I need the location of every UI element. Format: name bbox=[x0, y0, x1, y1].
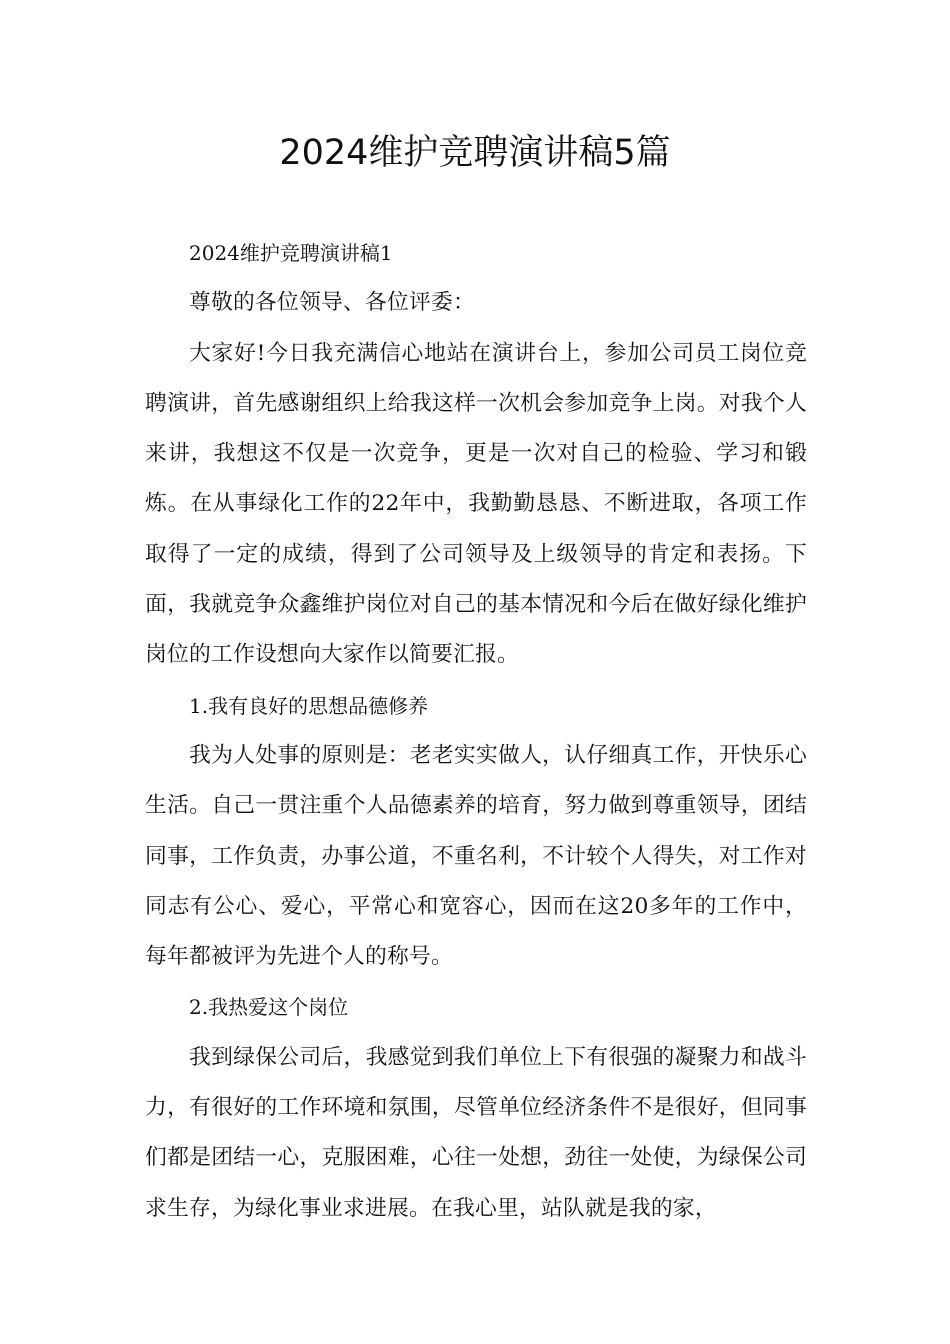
point1-heading: 1.我有良好的思想品德修养 bbox=[189, 693, 429, 718]
document-body bbox=[145, 228, 807, 1234]
section-title: 2024维护竞聘演讲稿1 bbox=[189, 241, 393, 265]
document-title: 2024维护竞聘演讲稿5篇 bbox=[279, 133, 671, 173]
point1-paragraph: 我为人处事的原则是：老老实实做人，认仔细真工作，开快乐心生活。自己一贯注重个人品德素养的培育，努力做到尊重领导，团结同事，工作负责，办事公道，不重名利，不计较个人得失，对工作对同志有公心、爱心，平常心和宽容心，因而在这20多年的工作中，每年都被评为先进个人的称号。 bbox=[145, 742, 807, 970]
salutation: 尊敬的各位领导、各位评委： bbox=[189, 290, 475, 316]
point2-heading: 2.我热爱这个岗位 bbox=[189, 995, 349, 1020]
intro-paragraph: 大家好!今日我充满信心地站在演讲台上，参加公司员工岗位竞聘演讲，首先感谢组织上给我这样一次机会参加竞争上岗。对我个人来讲，我想这不仅是一次竞争，更是一次对自己的检验、学习和锻炼。在从事绿化工作的22年中，我勤勤恳恳、不断进取，各项工作取得了一定的成绩，得到了公司领导及上级领导的肯定和表扬。下面，我就竞争众鑫维护岗位对自己的基本情况和今后在做好绿化维护岗位的工作设想向大家作以简要汇报。 bbox=[145, 340, 807, 668]
point2-paragraph: 我到绿保公司后，我感觉到我们单位上下有很强的凝聚力和战斗力，有很好的工作环境和氛围，尽管单位经济条件不是很好，但同事们都是团结一心，克服困难，心往一处想，劲往一处使，为绿保公司求生存，为绿化事业求进展。在我心里，站队就是我的家， bbox=[145, 1044, 807, 1221]
